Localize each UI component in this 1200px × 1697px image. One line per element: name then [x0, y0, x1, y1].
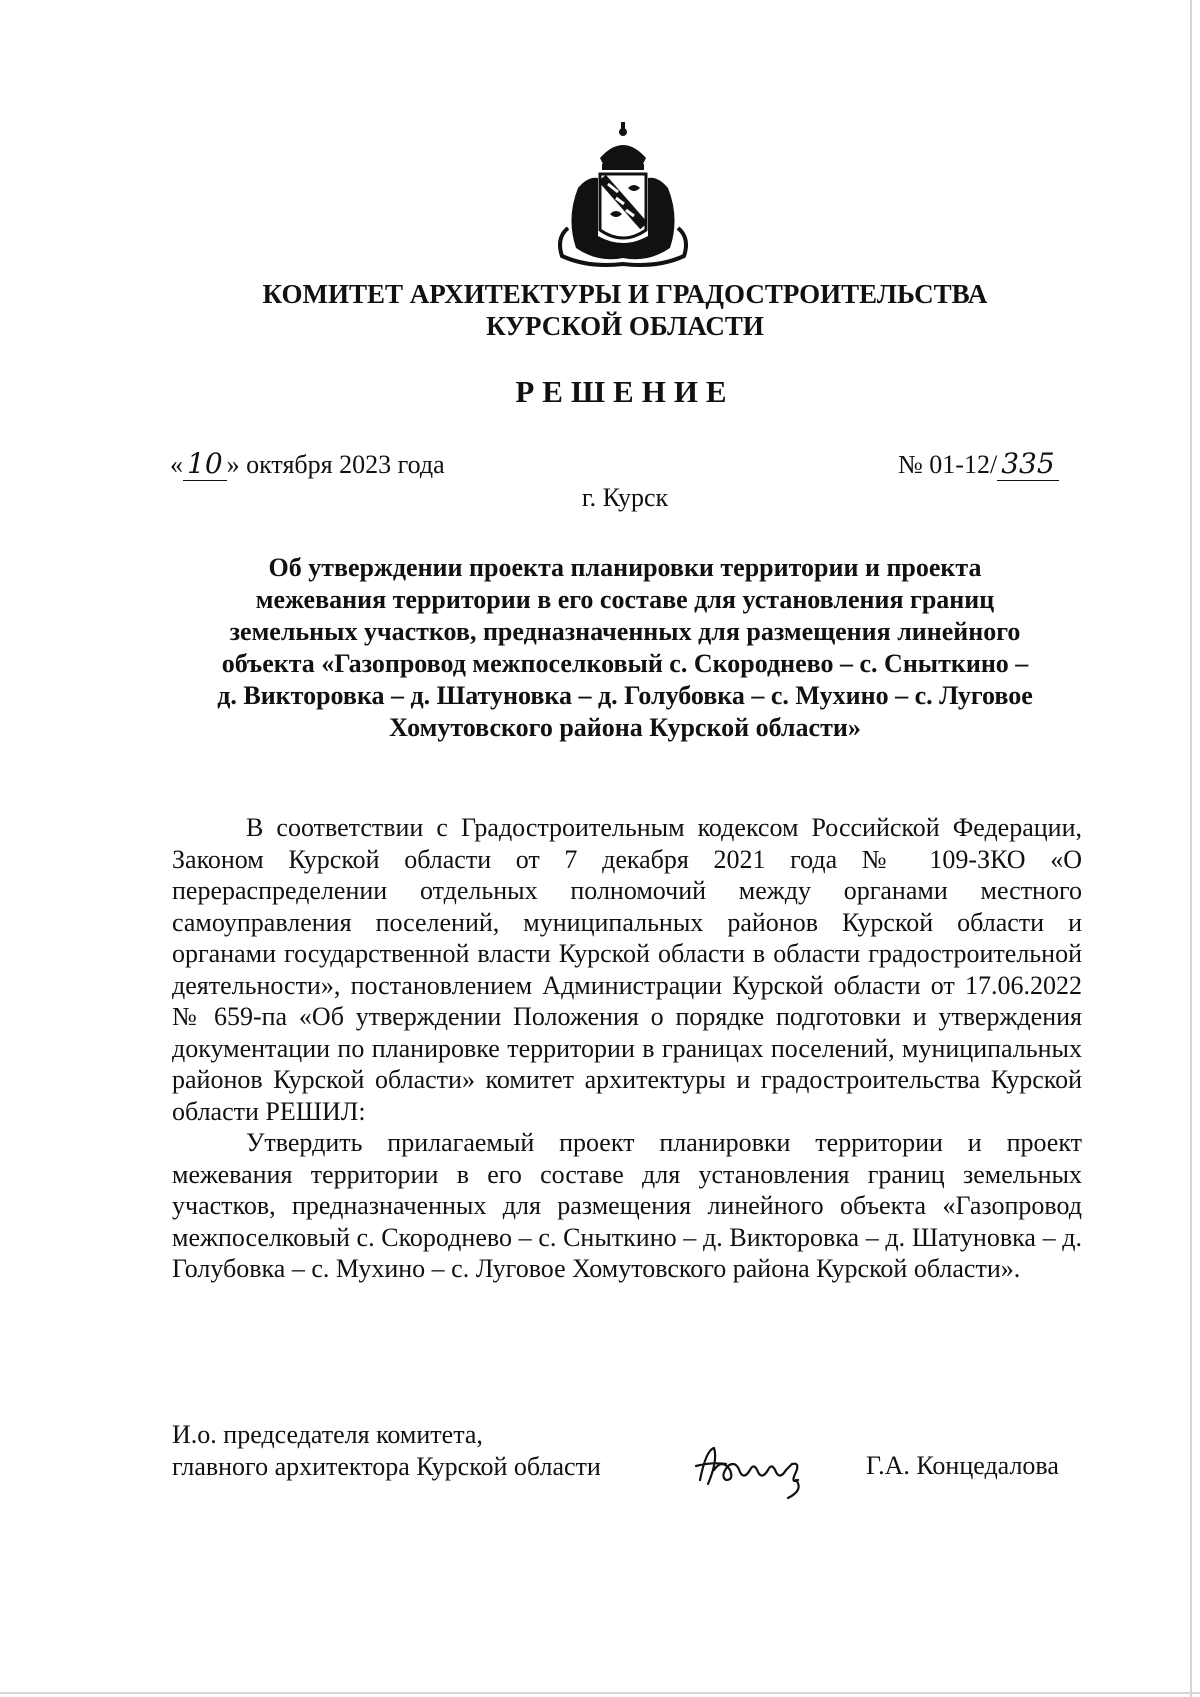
- subject-line: земельных участков, предназначенных для размещения линейного: [229, 617, 1021, 646]
- document-date: « 10 » октября 2023 года: [170, 447, 445, 480]
- subject-line: объекта «Газопровод межпоселковый с. Скороднево – с. Сныткино –: [221, 649, 1029, 678]
- subject-line: д. Викторовка – д. Шатуновка – д. Голубовка – с. Мухино – с. Луговое: [217, 681, 1033, 710]
- subject-line: Хомутовского района Курской области»: [389, 713, 861, 742]
- document-number: № 01-12/ 335: [898, 447, 1059, 480]
- handwritten-day: 10: [183, 447, 227, 481]
- subject-line: межевания территории в его составе для установления границ: [255, 585, 995, 614]
- subject-line: Об утверждении проекта планировки территории и проекта: [268, 553, 982, 582]
- body-paragraph-1: В соответствии с Градостроительным кодексом Российской Федерации, Законом Курской области от 7 декабря 2021 года № 109-ЗКО «О перераспределении отдельных полномочий между органами местного самоуправления поселений, муниципальных районов Курской области и органами государственной власти Курской области в области градостроительной деятельности», постановлением Администрации Курской области от 17.06.2022 № 659-па «Об утверждении Положения о порядке подготовки и утверждения документации по планировке территории в границах поселений, муниципальных районов Курской области» комитет архитектуры и градостроительства Курской области РЕШИЛ:: [172, 813, 1082, 1126]
- document-body: [172, 812, 1082, 1285]
- handwritten-number: 335: [997, 447, 1058, 481]
- signer-position: И.о. председателя комитета, главного архитектора Курской области: [172, 1420, 601, 1481]
- handwritten-signature: [692, 1440, 822, 1502]
- body-paragraph-2: Утвердить прилагаемый проект планировки территории и проект межевания территории в его составе для установления границ земельных участков, предназначенных для размещения линейного объекта «Газопровод межпоселковый с. Скороднево – с. Сныткино – д. Викторовка – д. Шатуновка – д. Голубовка – с. Мухино – с. Луговое Хомутовского района Курской области».: [172, 1128, 1082, 1283]
- document-city: г. Курск: [581, 483, 669, 512]
- organization-name-line1: КОМИТЕТ АРХИТЕКТУРЫ И ГРАДОСТРОИТЕЛЬСТВА: [262, 279, 988, 309]
- document-type-title: РЕШЕНИЕ: [515, 374, 735, 409]
- coat-of-arms-emblem: [548, 118, 698, 268]
- signer-name: Г.А. Концедалова: [866, 1451, 1059, 1480]
- document-subject: [0, 552, 1200, 744]
- scan-edge-bottom: [0, 1692, 1200, 1694]
- organization-name-line2: КУРСКОЙ ОБЛАСТИ: [486, 311, 764, 341]
- scan-edge-right: [1190, 0, 1192, 1697]
